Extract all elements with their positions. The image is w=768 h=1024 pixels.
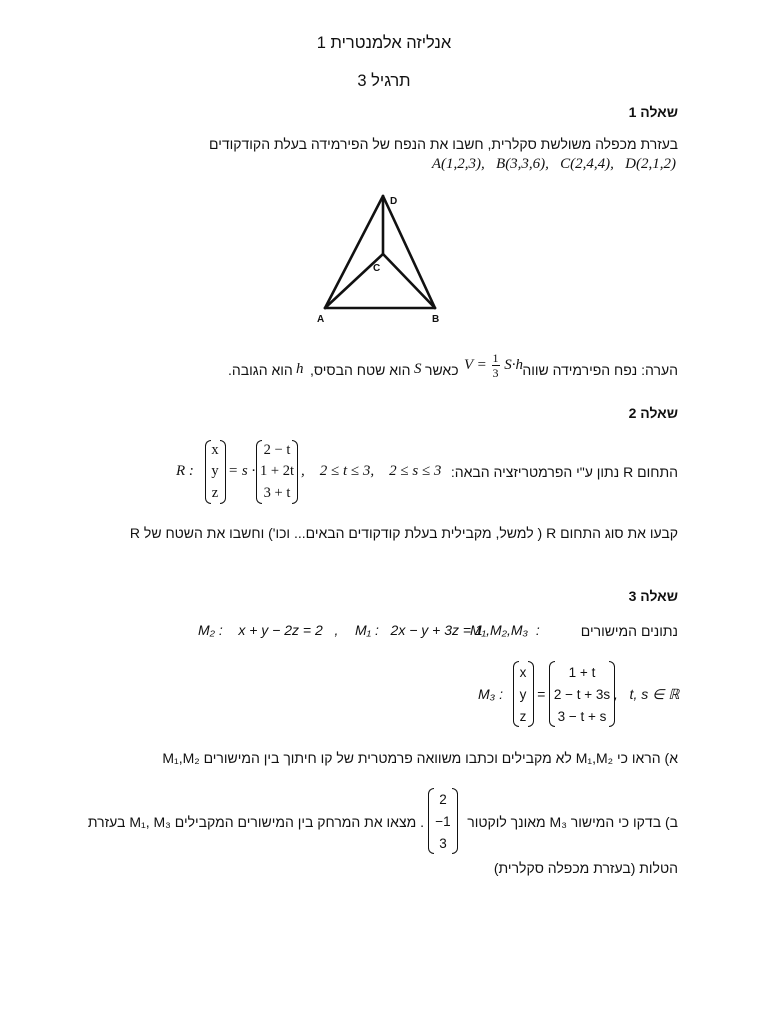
q1-note-height: הוא הגובה. <box>228 362 293 378</box>
q3-planes-list: M₁,M₂,M₃ : <box>470 622 540 638</box>
edge-bc <box>383 254 435 308</box>
q3-m3-params: , t, s ∈ ℝ <box>614 686 680 702</box>
vec-z: z <box>519 708 527 724</box>
normal-bracket-right <box>452 788 458 854</box>
edge-ad <box>325 196 383 308</box>
vec-y: y <box>211 463 219 480</box>
q3-part-b-suffix: . מצאו את המרחק בין המישורים המקבילים M₁, M₃ בעזרת <box>87 814 424 830</box>
pyramid-diagram <box>310 190 460 330</box>
q2-heading: שאלה 2 <box>628 405 678 421</box>
normal-row-2: −1 <box>435 813 451 829</box>
q2-ranges: , 2 ≤ t ≤ 3, 2 ≤ s ≤ 3 <box>301 463 442 479</box>
vertex-label-d: D <box>390 196 398 207</box>
edge-bd <box>383 196 435 308</box>
q2-eq-s: = s · <box>228 463 256 479</box>
q3-part-a: א) הראו כי M₁,M₂ לא מקבילים וכתבו משוואה פרמטרית של קו חיתוך בין המישורים M₁,M₂ <box>162 750 678 766</box>
q1-note-base: הוא שטח הבסיס, <box>310 362 411 378</box>
vec-z: z <box>211 484 219 501</box>
q2-dir-bracket-right <box>292 440 298 504</box>
q2-direction-vector <box>258 440 296 504</box>
vertex-label-b: B <box>432 314 440 325</box>
q1-heading: שאלה 1 <box>628 104 678 120</box>
q3-eq: = <box>537 686 546 702</box>
vec-x: x <box>519 664 527 680</box>
vec-x: x <box>211 442 219 459</box>
q1-note-when: כאשר <box>425 362 459 378</box>
fraction-numerator: 1 <box>492 351 499 365</box>
normal-row-3: 3 <box>439 835 447 851</box>
note-fraction <box>492 352 500 379</box>
q1-note-prefix: הערה: נפח הפירמידה שווה <box>522 362 678 378</box>
m3-row-3: 3 − t + s <box>557 708 607 724</box>
vec-y: y <box>519 686 527 702</box>
q3-m1-equation: M₁ : 2x − y + 3z = 1 <box>355 622 483 638</box>
fraction-denominator: 3 <box>492 366 499 380</box>
m3-row-2: 2 − t + 3s <box>553 686 611 702</box>
note-formula-rhs: S·h <box>504 356 524 373</box>
q3-planes-intro: נתונים המישורים <box>580 623 678 639</box>
vertex-label-a: A <box>317 314 325 325</box>
q3-part-b-prefix: ב) בדקו כי המישור M₃ מאונך לוקטור <box>467 814 678 830</box>
q1-vertices: A(1,2,3), B(3,3,6), C(2,4,4), D(2,1,2) <box>431 156 676 172</box>
dir-row-3: 3 + t <box>263 484 291 501</box>
normal-row-1: 2 <box>439 791 447 807</box>
q3-m2-equation: M₂ : x + y − 2z = 2 , <box>198 622 339 638</box>
vertex-label-c: C <box>373 263 381 274</box>
dir-row-1: 2 − t <box>263 442 291 459</box>
q1-note-s: S <box>414 361 422 377</box>
q2-r-label: R : <box>176 463 194 479</box>
dir-row-2: 1 + 2t <box>260 463 294 480</box>
q1-note-formula <box>464 352 523 379</box>
q3-heading: שאלה 3 <box>628 588 678 604</box>
q2-xyz-bracket-right <box>220 440 226 504</box>
q1-text: בעזרת מכפלה משולשת סקלרית, חשבו את הנפח של הפירמידה בעלת הקודקודים <box>209 136 678 152</box>
m3-row-1: 1 + t <box>568 664 596 680</box>
q3-m3-vector <box>551 661 613 727</box>
q2-text: התחום R נתון ע"י הפרמטריזציה הבאה: <box>450 464 678 480</box>
document-title: אנליזה אלמנטרית 1 <box>316 34 452 52</box>
q3-m3-label: M₃ : <box>478 686 503 702</box>
q1-note-h: h <box>296 361 304 377</box>
q3-xyz-bracket-right <box>528 661 534 727</box>
note-formula-lhs: V = <box>464 356 487 373</box>
q2-text2: קבעו את סוג התחום R ( למשל, מקבילית בעלת קודקודים הבאים... וכו') וחשבו את השטח של R <box>129 525 678 541</box>
document-subtitle: תרגיל 3 <box>357 72 411 90</box>
q3-part-b-line2: הטלות (בעזרת מכפלה סקלרית) <box>493 860 678 876</box>
